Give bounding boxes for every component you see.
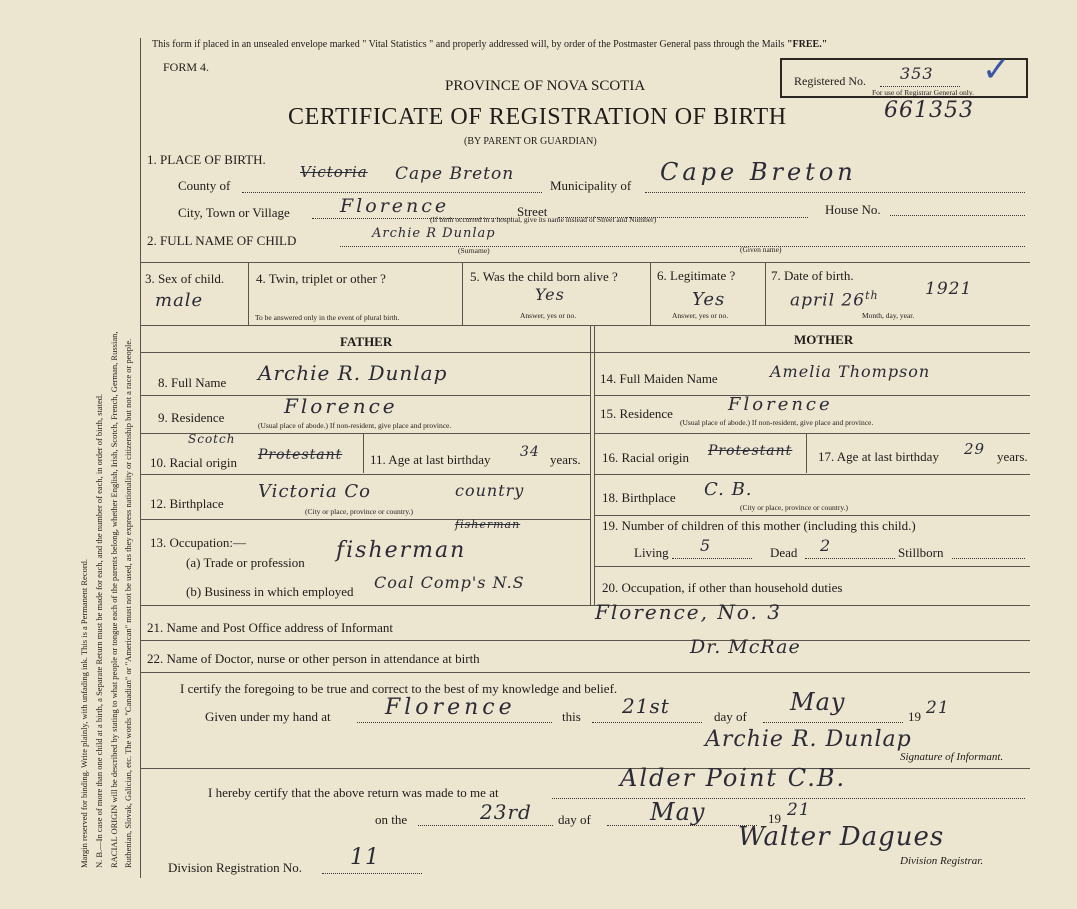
informant-signature-label: Signature of Informant.: [900, 751, 1004, 763]
mother-racial-struck: Protestant: [708, 443, 793, 459]
side-note-4: Ruthenian, Slovak, Galician, etc. The words "Canadian" or "American" must not be used, as they express nationality or citizenship but not a race or people.: [123, 338, 133, 868]
municipality-value: Cape Breton: [660, 158, 857, 186]
father-birthplace-label: 12. Birthplace: [150, 496, 224, 511]
stillborn-label: Stillborn: [898, 545, 944, 560]
registrar-dayof-label: day of: [558, 812, 591, 827]
child-name-value: Archie R Dunlap: [372, 226, 496, 241]
mother-age-label: 17. Age at last birthday: [818, 449, 939, 464]
sex-label: 3. Sex of child.: [145, 271, 225, 286]
dob-label: 7. Date of birth.: [771, 268, 854, 283]
mail-notice: This form if placed in an unsealed envelope marked " Vital Statistics " and properly addressed will, by order of the Postmaster General pass through the Mails "FREE.": [152, 39, 828, 50]
city-value: Florence: [340, 195, 450, 217]
twin-note: To be answered only in the event of plural birth.: [255, 313, 400, 322]
city-label: City, Town or Village: [178, 205, 290, 220]
mother-birthplace-note: (City or place, province or country.): [740, 503, 849, 512]
father-age-label: 11. Age at last birthday: [370, 452, 491, 467]
margin-line: [140, 38, 141, 878]
father-age-years: years.: [550, 452, 581, 467]
informant-signature: Archie R. Dunlap: [705, 727, 912, 752]
father-racial-value: Scotch: [188, 432, 236, 446]
registrar-year-value: 21: [787, 800, 811, 820]
legitimate-value: Yes: [692, 289, 726, 310]
business-value: Coal Comp's N.S: [374, 573, 525, 592]
father-residence-label: 9. Residence: [158, 410, 225, 425]
registrar-signature: Walter Dagues: [738, 822, 945, 852]
dob-value: april 26th: [790, 289, 879, 311]
father-racial-struck: Protestant: [258, 447, 343, 463]
given-day-value: 21st: [622, 694, 670, 718]
county-label: County of: [178, 178, 231, 193]
father-residence-value: Florence: [284, 394, 398, 418]
mother-residence-label: 15. Residence: [600, 406, 673, 421]
legitimate-label: 6. Legitimate ?: [657, 268, 736, 283]
informant-value: Florence, No. 3: [595, 600, 782, 624]
registered-value: 353: [900, 64, 934, 83]
mother-racial-label: 16. Racial origin: [602, 450, 690, 465]
registrar-month-value: May: [650, 798, 706, 826]
registrar-statement: I hereby certify that the above return was made to me at: [208, 785, 499, 800]
father-age-value: 34: [520, 444, 540, 460]
doctor-label: 22. Name of Doctor, nurse or other person in attendance at birth: [147, 651, 480, 666]
trade-value: fisherman: [336, 538, 467, 563]
informant-label: 21. Name and Post Office address of Informant: [147, 620, 393, 635]
father-name-value: Archie R. Dunlap: [258, 361, 448, 385]
division-registration-label: Division Registration No.: [168, 860, 302, 875]
county-value: Cape Breton: [395, 164, 515, 184]
form-number: FORM 4.: [163, 60, 210, 74]
father-birthplace-note: (City or place, province or country.): [305, 507, 414, 516]
mother-name-label: 14. Full Maiden Name: [600, 371, 718, 386]
given-place-value: Florence: [385, 695, 516, 720]
certificate-title: CERTIFICATE OF REGISTRATION OF BIRTH: [288, 104, 787, 130]
legitimate-note: Answer, yes or no.: [672, 311, 729, 320]
father-birthplace-extra: country: [455, 481, 525, 500]
business-label: (b) Business in which employed: [186, 584, 354, 599]
living-value: 5: [700, 536, 712, 555]
mother-birthplace-value: C. B.: [704, 479, 753, 500]
father-heading: FATHER: [340, 334, 393, 349]
registrar-signature-label: Division Registrar.: [900, 855, 984, 867]
registered-label: Registered No.: [794, 74, 866, 88]
checkmark-icon: ✓: [982, 50, 1011, 90]
alive-label: 5. Was the child born alive ?: [470, 269, 618, 284]
alive-note: Answer, yes or no.: [520, 311, 577, 320]
dob-note: Month, day, year.: [862, 311, 915, 320]
side-note-3: RACIAL ORIGIN will be described by stating to what people or tongue each of the parents belong, whether English, Irish, Scotch, French, German, Russian,: [109, 331, 119, 868]
place-label: 1. PLACE OF BIRTH.: [147, 152, 266, 167]
given-dayof-label: day of: [714, 709, 747, 724]
mother-residence-note: (Usual place of abode.) If non-resident, give place and province.: [680, 418, 874, 427]
dob-year: 1921: [925, 279, 973, 299]
surname-note: (Surname): [458, 246, 490, 255]
this-label: this: [562, 709, 581, 724]
given-name-note: (Given name): [740, 245, 782, 254]
mother-birthplace-label: 18. Birthplace: [602, 490, 676, 505]
registrar-on-label: on the: [375, 812, 408, 827]
municipality-label: Municipality of: [550, 178, 632, 193]
sex-value: male: [155, 290, 204, 311]
dead-value: 2: [820, 536, 832, 555]
mother-occupation-label: 20. Occupation, if other than household duties: [602, 580, 843, 595]
trade-label: (a) Trade or profession: [186, 555, 305, 570]
given-year-value: 21: [926, 698, 950, 718]
registered-box: [780, 50, 1028, 98]
mother-heading: MOTHER: [794, 332, 854, 347]
certify-statement: I certify the foregoing to be true and correct to the best of my knowledge and belief.: [180, 681, 618, 696]
street-note: (If birth occurred in a hospital, give its name instead of Street and Number): [430, 215, 657, 224]
registrar-day-value: 23rd: [480, 800, 532, 824]
division-registration-value: 11: [350, 845, 380, 870]
father-birthplace-value: Victoria Co: [258, 481, 372, 502]
side-note-1: Margin reserved for binding. Write plainly, with unfading ink. This is a Permanent Record.: [79, 558, 89, 868]
registrar-note: For use of Registrar General only.: [872, 88, 974, 97]
twin-label: 4. Twin, triplet or other ?: [256, 271, 386, 286]
certificate-subtitle: (BY PARENT OR GUARDIAN): [464, 136, 597, 147]
children-label: 19. Number of children of this mother (including this child.): [602, 518, 916, 533]
mother-age-value: 29: [964, 440, 986, 458]
mother-name-value: Amelia Thompson: [770, 362, 931, 381]
county-struck: Victoria: [300, 163, 368, 181]
given-month-value: May: [790, 688, 846, 716]
side-note-2: N. B.—In case of more than one child at a birth, a Separate Return must be made for each, and the number of each, in order of birth, stated.: [94, 393, 104, 868]
mother-age-years: years.: [997, 449, 1028, 464]
street-label: Street: [517, 204, 548, 219]
mother-residence-value: Florence: [728, 394, 833, 415]
father-residence-note: (Usual place of abode.) If non-resident, give place and province.: [258, 421, 452, 430]
living-label: Living: [634, 545, 669, 560]
dead-label: Dead: [770, 545, 798, 560]
occupation-label: 13. Occupation:—: [150, 535, 247, 550]
given-label: Given under my hand at: [205, 709, 331, 724]
registrar-year-prefix: 19: [768, 811, 781, 826]
province-heading: PROVINCE OF NOVA SCOTIA: [445, 78, 646, 94]
registrar-place-value: Alder Point C.B.: [620, 764, 847, 792]
child-name-label: 2. FULL NAME OF CHILD: [147, 233, 297, 248]
doctor-value: Dr. McRae: [690, 636, 801, 658]
occupation-struck: fisherman: [455, 518, 521, 531]
father-racial-label: 10. Racial origin: [150, 455, 238, 470]
given-year-prefix: 19: [908, 709, 921, 724]
father-name-label: 8. Full Name: [158, 375, 227, 390]
handwritten-number: 661353: [884, 98, 974, 123]
alive-value: Yes: [535, 285, 565, 304]
house-label: House No.: [825, 202, 881, 217]
